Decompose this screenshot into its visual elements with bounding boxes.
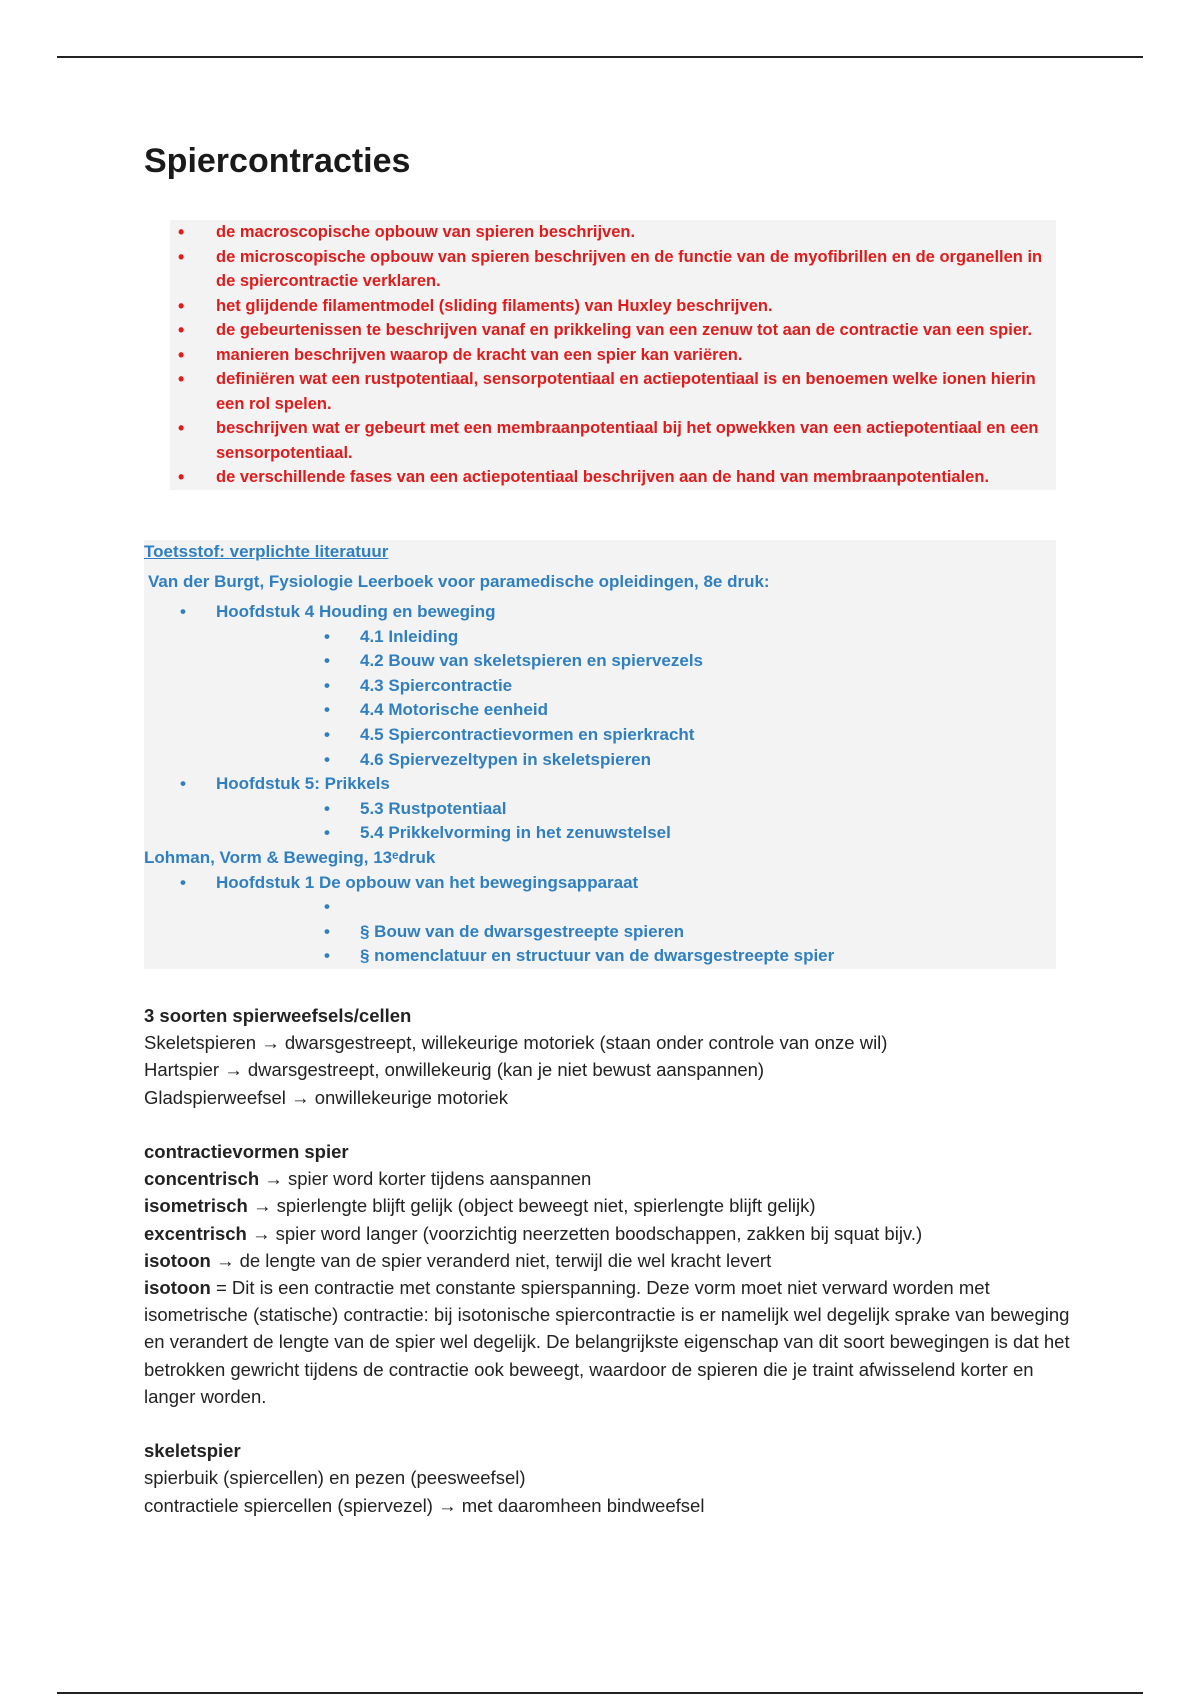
objective-item: • de verschillende fases van een actiepotentiaal beschrijven aan de hand van membraanpotentialen. [170,465,1056,490]
spacer [144,1111,1074,1138]
contraction-term: concentrisch [144,1168,260,1190]
section-title: 4.6 Spiervezeltypen in skeletspieren [360,749,652,769]
section-title: § nomenclatuur en structuur van de dwarsgestreepte spier [360,946,835,966]
bullet-icon: • [324,651,330,671]
section-item [216,895,1056,920]
bullet-icon: • [324,921,330,941]
footer-rule [57,1692,1143,1694]
tissue-term: Skeletspieren [144,1032,257,1054]
bullet-icon: • [324,897,330,917]
bullet-icon: • [324,700,330,720]
section-item [216,674,1056,699]
arrow-right-icon: → [251,1222,271,1244]
bullet-icon: • [324,724,330,744]
chapter-item [144,600,1056,772]
section-list [216,625,1056,773]
bullet-icon: • [324,626,330,646]
contraction-row [144,1220,1074,1247]
section-list [216,895,1056,969]
contraction-desc: spier word korter tijdens aanspannen [287,1168,592,1190]
isotoon-definition [144,1274,1074,1410]
required-literature-block [144,540,1056,969]
skeletal-text: contractiele spiercellen (spiervezel) [144,1494,433,1516]
spacer [144,1410,1074,1437]
tissue-desc: dwarsgestreept, willekeurige motoriek (staan onder controle van onze wil) [284,1032,888,1054]
chapter-item [144,871,1056,969]
chapter-title: Hoofdstuk 4 Houding en beweging [216,602,496,621]
section-title: 4.2 Bouw van skeletspieren en spiervezels [360,651,703,671]
bullet-icon: • [324,749,330,769]
objective-item: • manieren beschrijven waarop de kracht van een spier kan variëren. [170,343,1056,368]
contraction-desc: spier word langer (voorzichtig neerzetten boodschappen, zakken bij squat bijv.) [275,1222,923,1244]
arrow-right-icon: → [264,1168,283,1190]
section-title: 4.3 Spiercontractie [360,675,513,695]
section-title: 5.3 Rustpotentiaal [360,798,507,818]
arrow-right-icon: → [253,1195,272,1217]
arrow-right-icon: → [438,1494,457,1516]
contraction-row [144,1247,1074,1274]
skeletal-heading: skeletspier [144,1440,241,1462]
section-item [216,698,1056,723]
tissues-heading: 3 soorten spierweefsels/cellen [144,1005,412,1026]
arrow-right-icon: → [261,1032,280,1054]
section-item [216,625,1056,650]
section-item [216,649,1056,674]
skeletal-line [144,1492,1074,1519]
section-item [216,821,1056,846]
section-title: 4.1 Inleiding [360,626,459,646]
contraction-desc: spierlengte blijft gelijk (object beweegt niet, spierlengte blijft gelijk) [276,1195,816,1217]
contraction-row [144,1192,1074,1219]
tissue-desc: dwarsgestreept, onwillekeurig (kan je niet bewust aanspannen) [247,1059,765,1081]
contraction-desc: de lengte van de spier veranderd niet, terwijl die wel kracht levert [239,1249,772,1271]
section-title: § Bouw van de dwarsgestreepte spieren [360,921,685,941]
bullet-icon: • [180,872,186,892]
chapter-item [144,772,1056,846]
bullet-icon: • [324,798,330,818]
tissue-desc: onwillekeurige motoriek [314,1086,508,1108]
contraction-term: excentrisch [144,1222,247,1244]
section-title: 4.4 Motorische eenheid [360,700,548,720]
tissue-row [144,1084,1074,1111]
chapter-title: Hoofdstuk 1 De opbouw van het bewegingsapparaat [216,872,639,892]
literature-heading: Toetsstof: verplichte literatuur [144,542,389,561]
contraction-term: isometrisch [144,1195,248,1217]
tissue-row [144,1056,1074,1083]
bullet-icon: • [324,823,330,843]
section-item [216,748,1056,773]
objective-item: • het glijdende filamentmodel (sliding filaments) van Huxley beschrijven. [170,294,1056,319]
arrow-right-icon: → [215,1249,235,1271]
tissue-row [144,1029,1074,1056]
chapter-title: Hoofdstuk 5: Prikkels [216,774,390,794]
objective-item: • de macroscopische opbouw van spieren beschrijven. [170,220,1056,245]
skeletal-line: spierbuik (spiercellen) en pezen (peesweefsel) [144,1467,526,1489]
tissue-term: Gladspierweefsel [144,1086,286,1108]
definition-term: isotoon [144,1277,211,1299]
bullet-icon: • [324,946,330,966]
definition-text: = Dit is een contractie met constante spierspanning. Deze vorm moet niet verward worden met isometrische (statische) contractie: bij isotonische spiercontractie is er namelijk wel degelijk sprake van beweging en verandert de lengte van de spier wel degelijk. De belangrijkste eigenschap van dit soort bewegingen is dat het betrokken gewricht tijdens de contractie ook beweegt, waardoor de spieren die je traint afwisselend korter en langer worden. [144,1277,1070,1407]
objective-item: • de microscopische opbouw van spieren beschrijven en de functie van de myofibrillen en de organellen in de spiercontractie verklaren. [170,245,1056,294]
section-item [216,944,1056,969]
contraction-row [144,1165,1074,1192]
arrow-right-icon: → [224,1059,243,1081]
literature-source-burgt: Van der Burgt, Fysiologie Leerboek voor paramedische opleidingen, 8e druk: [148,572,770,591]
section-item [216,920,1056,945]
chapter-list [144,871,1056,969]
objective-item: • de gebeurtenissen te beschrijven vanaf en prikkeling van een zenuw tot aan de contractie van een spier. [170,318,1056,343]
tissue-term: Hartspier [144,1059,220,1081]
skeletal-text: met daaromheen bindweefsel [461,1494,705,1516]
chapter-list [144,600,1056,846]
bullet-icon: • [180,774,186,794]
literature-source-lohman: Lohman, Vorm & Beweging, 13ᵉdruk [144,847,436,867]
bullet-icon: • [324,675,330,695]
contraction-term: isotoon [144,1249,211,1271]
notes-body [144,1002,1074,1519]
section-title: 4.5 Spiercontractievormen en spierkracht [360,724,695,744]
objective-item: • beschrijven wat er gebeurt met een membraanpotentiaal bij het opwekken van een actiepotentiaal en een sensorpotentiaal. [170,416,1056,465]
bullet-icon: • [180,602,186,621]
header-rule [57,56,1143,58]
section-item [216,797,1056,822]
learning-objectives-list [170,220,1056,490]
contraction-heading: contractievormen spier [144,1141,349,1162]
objective-item: • definiëren wat een rustpotentiaal, sensorpotentiaal en actiepotentiaal is en benoemen welke ionen hierin een rol spelen. [170,367,1056,416]
section-title: 5.4 Prikkelvorming in het zenuwstelsel [360,823,671,843]
section-item [216,723,1056,748]
section-list [216,797,1056,846]
page-title: Spiercontracties [144,142,411,180]
arrow-right-icon: → [291,1086,310,1108]
